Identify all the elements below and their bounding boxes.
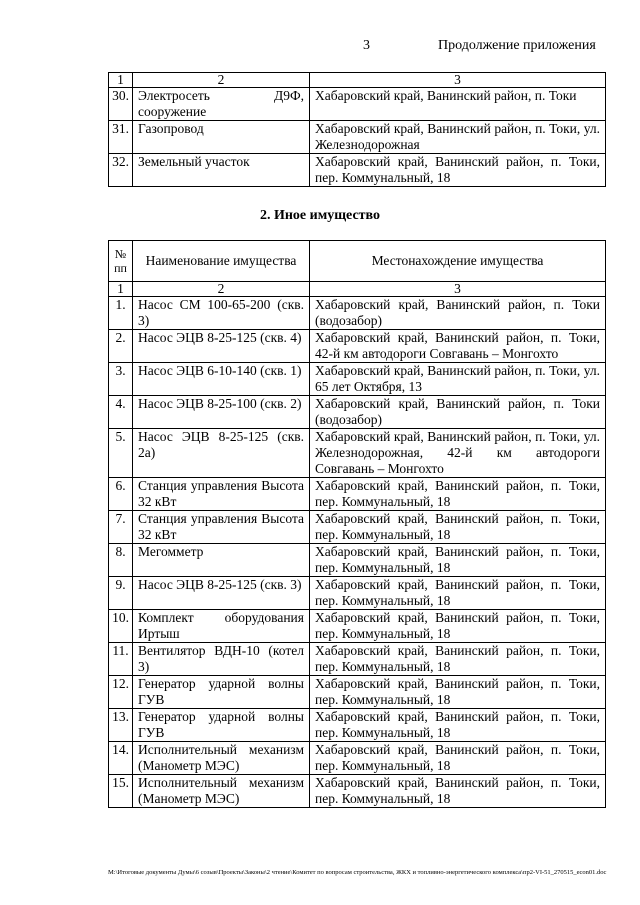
- row-number: 12.: [109, 676, 133, 709]
- property-location: Хабаровский край, Ванинский район, п. Токи, пер. Коммунальный, 18: [310, 511, 606, 544]
- property-name: Станция управления Высота 32 кВт: [133, 478, 310, 511]
- property-location: Хабаровский край, Ванинский район, п. Токи, пер. Коммунальный, 18: [310, 577, 606, 610]
- table-row: [109, 297, 606, 330]
- table-row: [109, 396, 606, 429]
- row-number: 5.: [109, 429, 133, 478]
- property-name: Насос ЭЦВ 8-25-100 (скв. 2): [133, 396, 310, 429]
- property-location: Хабаровский край, Ванинский район, п. Токи, пер. Коммунальный, 18: [310, 676, 606, 709]
- header-name: Наименование имущества: [133, 241, 310, 282]
- row-number: 2.: [109, 330, 133, 363]
- row-number: 9.: [109, 577, 133, 610]
- table-row: [109, 429, 606, 478]
- table-row: [109, 610, 606, 643]
- property-name: Газопровод: [133, 121, 310, 154]
- table-row: [109, 478, 606, 511]
- row-number: 15.: [109, 775, 133, 808]
- property-location: Хабаровский край, Ванинский район, п. Токи, пер. Коммунальный, 18: [310, 478, 606, 511]
- table-row: [109, 88, 606, 121]
- property-name: Насос ЭЦВ 6-10-140 (скв. 1): [133, 363, 310, 396]
- table-row: [109, 775, 606, 808]
- table-row: [109, 511, 606, 544]
- property-name: Земельный участок: [133, 154, 310, 187]
- column-index-row: [109, 73, 606, 88]
- col-index-3: 3: [310, 73, 606, 88]
- row-number: 13.: [109, 709, 133, 742]
- property-location: Хабаровский край, Ванинский район, п. Токи, пер. Коммунальный, 18: [310, 643, 606, 676]
- table-row: [109, 330, 606, 363]
- col-index-3: 3: [310, 282, 606, 297]
- property-name: Исполнительный механизм (Манометр МЭС): [133, 742, 310, 775]
- property-location: Хабаровский край, Ванинский район, п. Токи, пер. Коммунальный, 18: [310, 742, 606, 775]
- row-number: 4.: [109, 396, 133, 429]
- table-row: [109, 363, 606, 396]
- property-name: Генератор ударной волны ГУВ: [133, 676, 310, 709]
- other-property-table: [108, 240, 606, 808]
- file-path-footer: M:\Итоговые документы Думы\6 созыв\Проекты\Законы\2 чтение\Комитет по вопросам строительства, ЖКХ и топливно-энергетического комплекса\пр2-VI-51_270515_econ01.doc: [108, 869, 607, 876]
- property-location: Хабаровский край, Ванинский район, п. Токи, пер. Коммунальный, 18: [310, 610, 606, 643]
- row-number: 6.: [109, 478, 133, 511]
- table-row: [109, 154, 606, 187]
- row-number: 30.: [109, 88, 133, 121]
- table-row: [109, 676, 606, 709]
- property-location: Хабаровский край, Ванинский район, п. Токи, пер. Коммунальный, 18: [310, 154, 606, 187]
- row-number: 8.: [109, 544, 133, 577]
- col-index-2: 2: [133, 73, 310, 88]
- property-name: Мегомметр: [133, 544, 310, 577]
- property-name: Вентилятор ВДН-10 (котел 3): [133, 643, 310, 676]
- row-number: 14.: [109, 742, 133, 775]
- column-index-row: [109, 282, 606, 297]
- property-name: Электросеть Д9Ф, сооружение: [133, 88, 310, 121]
- property-location: Хабаровский край, Ванинский район, п. Токи, ул. Железнодорожная: [310, 121, 606, 154]
- property-name: Насос ЭЦВ 8-25-125 (скв. 2а): [133, 429, 310, 478]
- property-name: Станция управления Высота 32 кВт: [133, 511, 310, 544]
- property-location: Хабаровский край, Ванинский район, п. Токи, пер. Коммунальный, 18: [310, 709, 606, 742]
- property-location: Хабаровский край, Ванинский район, п. Токи: [310, 88, 606, 121]
- col-index-2: 2: [133, 282, 310, 297]
- row-number: 32.: [109, 154, 133, 187]
- table-header-row: [109, 241, 606, 282]
- property-location: Хабаровский край, Ванинский район, п. Токи (водозабор): [310, 396, 606, 429]
- row-number: 10.: [109, 610, 133, 643]
- property-name: Комплект оборудования Иртыш: [133, 610, 310, 643]
- header-title: Продолжение приложения: [438, 38, 596, 53]
- row-number: 11.: [109, 643, 133, 676]
- property-location: Хабаровский край, Ванинский район, п. Токи, пер. Коммунальный, 18: [310, 544, 606, 577]
- table-row: [109, 742, 606, 775]
- row-number: 7.: [109, 511, 133, 544]
- property-location: Хабаровский край, Ванинский район, п. Токи (водозабор): [310, 297, 606, 330]
- table-row: [109, 121, 606, 154]
- property-location: Хабаровский край, Ванинский район, п. Токи, ул. 65 лет Октября, 13: [310, 363, 606, 396]
- property-name: Насос СМ 100-65-200 (скв. 3): [133, 297, 310, 330]
- property-table-continued: [108, 72, 606, 187]
- page-number: 3: [363, 38, 370, 53]
- property-name: Насос ЭЦВ 8-25-125 (скв. 4): [133, 330, 310, 363]
- col-index-1: 1: [109, 282, 133, 297]
- header-number: № пп: [109, 241, 133, 282]
- property-name: Генератор ударной волны ГУВ: [133, 709, 310, 742]
- property-location: Хабаровский край, Ванинский район, п. Токи, 42-й км автодороги Совгавань – Монгохто: [310, 330, 606, 363]
- table-row: [109, 544, 606, 577]
- row-number: 31.: [109, 121, 133, 154]
- page-header: [0, 38, 640, 58]
- row-number: 1.: [109, 297, 133, 330]
- table-row: [109, 709, 606, 742]
- col-index-1: 1: [109, 73, 133, 88]
- row-number: 3.: [109, 363, 133, 396]
- property-location: Хабаровский край, Ванинский район, п. Токи, ул. Железнодорожная, 42-й км автодороги Совгавань – Монгохто: [310, 429, 606, 478]
- table-row: [109, 577, 606, 610]
- property-location: Хабаровский край, Ванинский район, п. Токи, пер. Коммунальный, 18: [310, 775, 606, 808]
- section-title: 2. Иное имущество: [259, 208, 381, 223]
- property-name: Насос ЭЦВ 8-25-125 (скв. 3): [133, 577, 310, 610]
- header-location: Местонахождение имущества: [310, 241, 606, 282]
- table-row: [109, 643, 606, 676]
- property-name: Исполнительный механизм (Манометр МЭС): [133, 775, 310, 808]
